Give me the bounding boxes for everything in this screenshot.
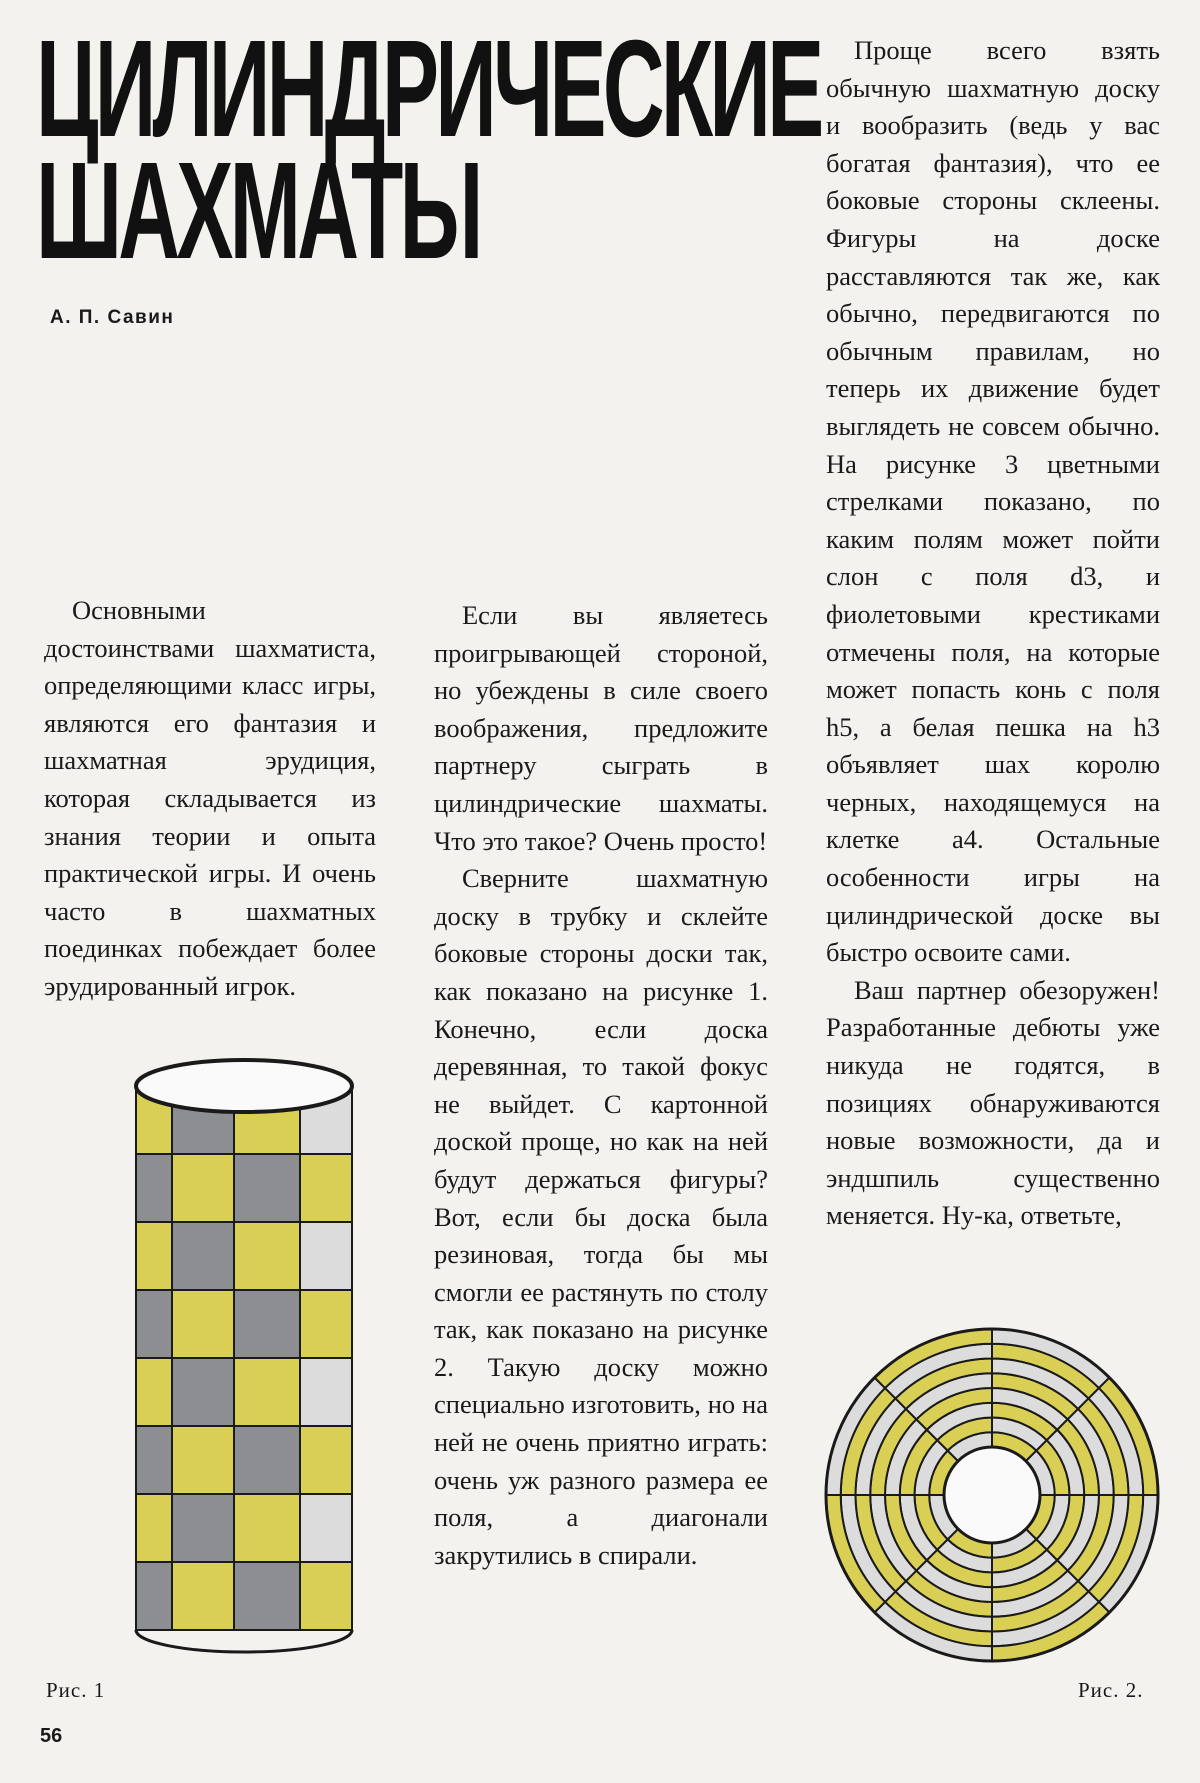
paragraph: Если вы являетесь проигрывающей стороной, но убеждены в силе своего воображения, предложите партнеру сыграть в цилиндрические шахматы. Что это такое? Очень просто! — [434, 600, 768, 856]
cylinder-square — [172, 1562, 234, 1630]
cylinder-square — [136, 1222, 172, 1290]
cylinder-bottom-edge — [136, 1630, 352, 1652]
cylinder-square — [136, 1494, 172, 1562]
cylinder-square — [136, 1562, 172, 1630]
paragraph: Ваш партнер обезоружен! Разработанные дебюты уже никуда не годятся, в позициях обнаруживаются новые возможности, да и эндшпиль существенно меняется. Ну-ка, ответьте, — [826, 974, 1160, 1231]
cylinder-square — [234, 1494, 300, 1562]
figure-2-caption: Рис. 2. — [1078, 1678, 1144, 1702]
page-number: 56 — [40, 1725, 63, 1747]
figure-1-cylinder — [120, 1050, 370, 1710]
article-title — [36, 12, 821, 288]
cylinder-square — [136, 1358, 172, 1426]
cylinder-square — [300, 1494, 352, 1562]
author: А. П. Савин — [50, 307, 175, 328]
title-line-2: ШАХМАТЫ — [36, 134, 480, 288]
cylinder-square — [172, 1358, 234, 1426]
cylinder-square — [234, 1426, 300, 1494]
figure-2-ring-board — [822, 1325, 1162, 1665]
cylinder-square — [172, 1222, 234, 1290]
column-3 — [826, 32, 1160, 1235]
title-line-1: ЦИЛИНДРИЧЕСКИЕ — [36, 12, 821, 166]
cylinder-square — [136, 1426, 172, 1494]
cylinder-square — [234, 1358, 300, 1426]
cylinder-square — [300, 1426, 352, 1494]
column-2 — [434, 597, 768, 1574]
column-1 — [44, 592, 376, 1006]
cylinder-square — [234, 1562, 300, 1630]
paragraph: Основными достоинствами шахматиста, определяющими класс игры, являются его фантазия и шахматная эрудиция, которая складывается из знания теории и опыта практической игры. И очень часто в шахматных поединках побеждает более эрудированный игрок. — [44, 595, 376, 1001]
cylinder-square — [234, 1290, 300, 1358]
paragraph: Сверните шахматную доску в трубку и склейте боковые стороны доски так, как показано на рисунке 1. Конечно, если доска деревянная, то такой фокус не выйдет. С картонной доской проще, но как на ней будут держаться фигуры? Вот, если бы доска была резиновая, тогда бы мы смогли ее растянуть по столу так, как показано на рисунке 2. Такую доску можно специально изготовить, но на ней не очень приятно играть: очень уж разного размера ее поля, а диагонали закрутились в спирали. — [434, 863, 768, 1570]
figure-1-caption: Рис. 1 — [46, 1678, 106, 1702]
cylinder-square — [172, 1154, 234, 1222]
cylinder-square — [172, 1494, 234, 1562]
cylinder-square — [234, 1154, 300, 1222]
cylinder-square — [300, 1562, 352, 1630]
cylinder-square — [300, 1154, 352, 1222]
cylinder-square — [234, 1222, 300, 1290]
cylinder-square — [300, 1290, 352, 1358]
cylinder-top-opening — [136, 1060, 352, 1112]
cylinder-square — [136, 1154, 172, 1222]
cylinder-square — [172, 1290, 234, 1358]
cylinder-square — [300, 1358, 352, 1426]
cylinder-square — [300, 1222, 352, 1290]
cylinder-square — [136, 1290, 172, 1358]
ring-center-hole — [944, 1447, 1040, 1543]
cylinder-square — [172, 1426, 234, 1494]
paragraph: Проще всего взять обычную шахматную доску и вообразить (ведь у вас богатая фантазия), что ее боковые стороны склеены. Фигуры на доске расставляются так же, как обычно, передвигаются по обычным правилам, но теперь их движение будет выглядеть не совсем обычно. На рисунке 3 цветными стрелками показано, по каким полям может пойти слон с поля d3, и фиолетовыми крестиками отмечены поля, на которые может попасть конь с поля h5, а белая пешка на h3 объявляет шах королю черных, находящемуся на клетке a4. Остальные особенности игры на цилиндрической доске вы быстро освоите сами. — [826, 35, 1160, 968]
